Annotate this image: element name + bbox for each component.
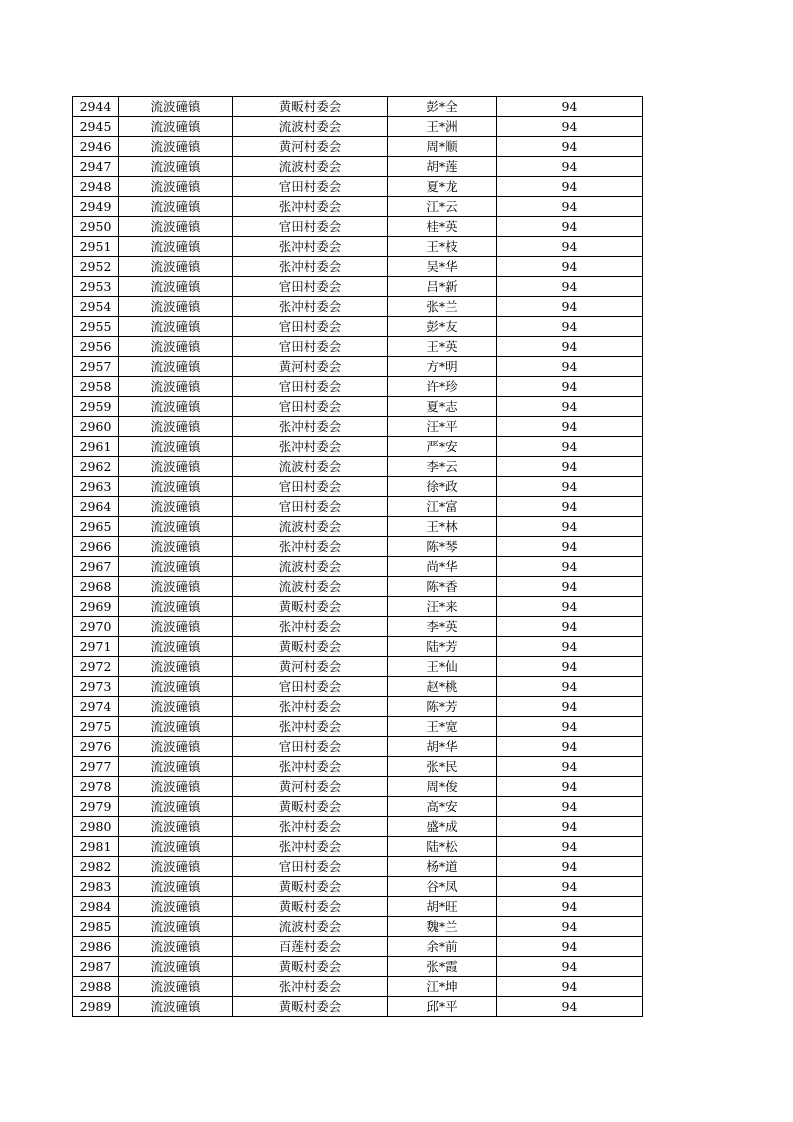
record-number-cell: 2971 [73, 637, 119, 657]
town-cell: 流波䃥镇 [119, 917, 233, 937]
town-cell: 流波䃥镇 [119, 977, 233, 997]
name-cell: 江*坤 [388, 977, 497, 997]
record-number-cell: 2975 [73, 717, 119, 737]
record-number-cell: 2961 [73, 437, 119, 457]
name-cell: 王*英 [388, 337, 497, 357]
score-cell: 94 [497, 557, 643, 577]
table-row [73, 757, 643, 777]
town-cell: 流波䃥镇 [119, 297, 233, 317]
town-cell: 流波䃥镇 [119, 457, 233, 477]
name-cell: 江*富 [388, 497, 497, 517]
town-cell: 流波䃥镇 [119, 277, 233, 297]
name-cell: 胡*华 [388, 737, 497, 757]
table-row [73, 257, 643, 277]
name-cell: 夏*龙 [388, 177, 497, 197]
town-cell: 流波䃥镇 [119, 757, 233, 777]
name-cell: 夏*志 [388, 397, 497, 417]
table-row [73, 637, 643, 657]
score-cell: 94 [497, 637, 643, 657]
table-row [73, 97, 643, 117]
table-row [73, 677, 643, 697]
score-cell: 94 [497, 977, 643, 997]
score-cell: 94 [497, 857, 643, 877]
town-cell: 流波䃥镇 [119, 837, 233, 857]
town-cell: 流波䃥镇 [119, 717, 233, 737]
village-committee-cell: 官田村委会 [233, 477, 388, 497]
name-cell: 张*兰 [388, 297, 497, 317]
score-cell: 94 [497, 817, 643, 837]
name-cell: 陈*香 [388, 577, 497, 597]
village-committee-cell: 张冲村委会 [233, 257, 388, 277]
village-committee-cell: 黄畈村委会 [233, 597, 388, 617]
name-cell: 王*洲 [388, 117, 497, 137]
town-cell: 流波䃥镇 [119, 877, 233, 897]
village-committee-cell: 流波村委会 [233, 577, 388, 597]
records-table-body [73, 97, 643, 1017]
town-cell: 流波䃥镇 [119, 697, 233, 717]
table-row [73, 817, 643, 837]
table-row [73, 217, 643, 237]
table-row [73, 117, 643, 137]
town-cell: 流波䃥镇 [119, 577, 233, 597]
score-cell: 94 [497, 457, 643, 477]
score-cell: 94 [497, 697, 643, 717]
name-cell: 汪*平 [388, 417, 497, 437]
village-committee-cell: 张冲村委会 [233, 437, 388, 457]
table-row [73, 977, 643, 997]
town-cell: 流波䃥镇 [119, 777, 233, 797]
records-table [72, 96, 643, 1017]
score-cell: 94 [497, 157, 643, 177]
name-cell: 陆*芳 [388, 637, 497, 657]
record-number-cell: 2959 [73, 397, 119, 417]
record-number-cell: 2950 [73, 217, 119, 237]
score-cell: 94 [497, 217, 643, 237]
name-cell: 徐*政 [388, 477, 497, 497]
village-committee-cell: 张冲村委会 [233, 617, 388, 637]
record-number-cell: 2984 [73, 897, 119, 917]
town-cell: 流波䃥镇 [119, 157, 233, 177]
table-row [73, 917, 643, 937]
town-cell: 流波䃥镇 [119, 497, 233, 517]
town-cell: 流波䃥镇 [119, 557, 233, 577]
record-number-cell: 2987 [73, 957, 119, 977]
table-row [73, 177, 643, 197]
town-cell: 流波䃥镇 [119, 117, 233, 137]
name-cell: 王*林 [388, 517, 497, 537]
name-cell: 李*云 [388, 457, 497, 477]
table-row [73, 997, 643, 1017]
town-cell: 流波䃥镇 [119, 177, 233, 197]
record-number-cell: 2968 [73, 577, 119, 597]
town-cell: 流波䃥镇 [119, 337, 233, 357]
table-row [73, 197, 643, 217]
table-row [73, 717, 643, 737]
town-cell: 流波䃥镇 [119, 197, 233, 217]
town-cell: 流波䃥镇 [119, 617, 233, 637]
village-committee-cell: 官田村委会 [233, 497, 388, 517]
score-cell: 94 [497, 677, 643, 697]
record-number-cell: 2954 [73, 297, 119, 317]
name-cell: 王*宽 [388, 717, 497, 737]
record-number-cell: 2972 [73, 657, 119, 677]
name-cell: 桂*英 [388, 217, 497, 237]
village-committee-cell: 黄畈村委会 [233, 877, 388, 897]
town-cell: 流波䃥镇 [119, 897, 233, 917]
table-row [73, 377, 643, 397]
name-cell: 魏*兰 [388, 917, 497, 937]
name-cell: 吕*新 [388, 277, 497, 297]
table-row [73, 597, 643, 617]
score-cell: 94 [497, 137, 643, 157]
village-committee-cell: 张冲村委会 [233, 417, 388, 437]
record-number-cell: 2955 [73, 317, 119, 337]
name-cell: 邱*平 [388, 997, 497, 1017]
table-row [73, 317, 643, 337]
village-committee-cell: 流波村委会 [233, 557, 388, 577]
table-row [73, 357, 643, 377]
village-committee-cell: 官田村委会 [233, 337, 388, 357]
table-row [73, 777, 643, 797]
name-cell: 江*云 [388, 197, 497, 217]
table-row [73, 837, 643, 857]
table-row [73, 537, 643, 557]
town-cell: 流波䃥镇 [119, 357, 233, 377]
name-cell: 方*明 [388, 357, 497, 377]
name-cell: 陈*琴 [388, 537, 497, 557]
table-row [73, 857, 643, 877]
score-cell: 94 [497, 397, 643, 417]
name-cell: 陆*松 [388, 837, 497, 857]
score-cell: 94 [497, 617, 643, 637]
town-cell: 流波䃥镇 [119, 937, 233, 957]
score-cell: 94 [497, 597, 643, 617]
town-cell: 流波䃥镇 [119, 537, 233, 557]
name-cell: 严*安 [388, 437, 497, 457]
record-number-cell: 2982 [73, 857, 119, 877]
table-row [73, 237, 643, 257]
score-cell: 94 [497, 837, 643, 857]
name-cell: 王*枝 [388, 237, 497, 257]
village-committee-cell: 张冲村委会 [233, 237, 388, 257]
village-committee-cell: 黄畈村委会 [233, 997, 388, 1017]
name-cell: 彭*全 [388, 97, 497, 117]
table-row [73, 617, 643, 637]
record-number-cell: 2962 [73, 457, 119, 477]
name-cell: 汪*来 [388, 597, 497, 617]
score-cell: 94 [497, 737, 643, 757]
name-cell: 张*民 [388, 757, 497, 777]
name-cell: 许*珍 [388, 377, 497, 397]
table-row [73, 517, 643, 537]
table-row [73, 897, 643, 917]
score-cell: 94 [497, 917, 643, 937]
town-cell: 流波䃥镇 [119, 517, 233, 537]
score-cell: 94 [497, 337, 643, 357]
name-cell: 胡*旺 [388, 897, 497, 917]
name-cell: 彭*友 [388, 317, 497, 337]
score-cell: 94 [497, 277, 643, 297]
table-row [73, 297, 643, 317]
village-committee-cell: 黄畈村委会 [233, 797, 388, 817]
town-cell: 流波䃥镇 [119, 797, 233, 817]
town-cell: 流波䃥镇 [119, 637, 233, 657]
table-row [73, 457, 643, 477]
name-cell: 陈*芳 [388, 697, 497, 717]
score-cell: 94 [497, 317, 643, 337]
village-committee-cell: 张冲村委会 [233, 817, 388, 837]
town-cell: 流波䃥镇 [119, 237, 233, 257]
score-cell: 94 [497, 577, 643, 597]
score-cell: 94 [497, 417, 643, 437]
record-number-cell: 2979 [73, 797, 119, 817]
town-cell: 流波䃥镇 [119, 817, 233, 837]
village-committee-cell: 黄畈村委会 [233, 897, 388, 917]
village-committee-cell: 黄畈村委会 [233, 637, 388, 657]
name-cell: 杨*道 [388, 857, 497, 877]
score-cell: 94 [497, 297, 643, 317]
town-cell: 流波䃥镇 [119, 657, 233, 677]
name-cell: 周*俊 [388, 777, 497, 797]
score-cell: 94 [497, 117, 643, 137]
village-committee-cell: 官田村委会 [233, 317, 388, 337]
record-number-cell: 2957 [73, 357, 119, 377]
village-committee-cell: 黄河村委会 [233, 777, 388, 797]
table-row [73, 157, 643, 177]
score-cell: 94 [497, 517, 643, 537]
town-cell: 流波䃥镇 [119, 737, 233, 757]
record-number-cell: 2980 [73, 817, 119, 837]
record-number-cell: 2949 [73, 197, 119, 217]
score-cell: 94 [497, 257, 643, 277]
table-row [73, 277, 643, 297]
name-cell: 李*英 [388, 617, 497, 637]
record-number-cell: 2947 [73, 157, 119, 177]
town-cell: 流波䃥镇 [119, 677, 233, 697]
name-cell: 吴*华 [388, 257, 497, 277]
score-cell: 94 [497, 377, 643, 397]
record-number-cell: 2944 [73, 97, 119, 117]
record-number-cell: 2946 [73, 137, 119, 157]
name-cell: 尚*华 [388, 557, 497, 577]
name-cell: 赵*桃 [388, 677, 497, 697]
record-number-cell: 2977 [73, 757, 119, 777]
record-number-cell: 2983 [73, 877, 119, 897]
village-committee-cell: 流波村委会 [233, 457, 388, 477]
record-number-cell: 2985 [73, 917, 119, 937]
town-cell: 流波䃥镇 [119, 137, 233, 157]
table-row [73, 577, 643, 597]
town-cell: 流波䃥镇 [119, 957, 233, 977]
score-cell: 94 [497, 757, 643, 777]
table-row [73, 557, 643, 577]
record-number-cell: 2964 [73, 497, 119, 517]
town-cell: 流波䃥镇 [119, 257, 233, 277]
village-committee-cell: 张冲村委会 [233, 697, 388, 717]
village-committee-cell: 流波村委会 [233, 157, 388, 177]
name-cell: 张*霞 [388, 957, 497, 977]
score-cell: 94 [497, 437, 643, 457]
name-cell: 周*顺 [388, 137, 497, 157]
village-committee-cell: 官田村委会 [233, 677, 388, 697]
town-cell: 流波䃥镇 [119, 997, 233, 1017]
village-committee-cell: 张冲村委会 [233, 297, 388, 317]
record-number-cell: 2974 [73, 697, 119, 717]
record-number-cell: 2958 [73, 377, 119, 397]
village-committee-cell: 官田村委会 [233, 377, 388, 397]
town-cell: 流波䃥镇 [119, 597, 233, 617]
village-committee-cell: 流波村委会 [233, 917, 388, 937]
score-cell: 94 [497, 897, 643, 917]
score-cell: 94 [497, 717, 643, 737]
record-number-cell: 2956 [73, 337, 119, 357]
village-committee-cell: 百莲村委会 [233, 937, 388, 957]
table-row [73, 337, 643, 357]
score-cell: 94 [497, 877, 643, 897]
score-cell: 94 [497, 177, 643, 197]
score-cell: 94 [497, 497, 643, 517]
score-cell: 94 [497, 477, 643, 497]
town-cell: 流波䃥镇 [119, 317, 233, 337]
record-number-cell: 2945 [73, 117, 119, 137]
name-cell: 高*安 [388, 797, 497, 817]
town-cell: 流波䃥镇 [119, 397, 233, 417]
village-committee-cell: 黄畈村委会 [233, 957, 388, 977]
score-cell: 94 [497, 537, 643, 557]
record-number-cell: 2989 [73, 997, 119, 1017]
town-cell: 流波䃥镇 [119, 377, 233, 397]
name-cell: 胡*莲 [388, 157, 497, 177]
record-number-cell: 2951 [73, 237, 119, 257]
village-committee-cell: 张冲村委会 [233, 837, 388, 857]
table-row [73, 137, 643, 157]
village-committee-cell: 张冲村委会 [233, 537, 388, 557]
table-row [73, 437, 643, 457]
village-committee-cell: 张冲村委会 [233, 977, 388, 997]
town-cell: 流波䃥镇 [119, 437, 233, 457]
village-committee-cell: 黄河村委会 [233, 137, 388, 157]
village-committee-cell: 官田村委会 [233, 277, 388, 297]
record-number-cell: 2948 [73, 177, 119, 197]
record-number-cell: 2976 [73, 737, 119, 757]
town-cell: 流波䃥镇 [119, 97, 233, 117]
town-cell: 流波䃥镇 [119, 217, 233, 237]
name-cell: 盛*成 [388, 817, 497, 837]
town-cell: 流波䃥镇 [119, 477, 233, 497]
village-committee-cell: 黄畈村委会 [233, 97, 388, 117]
record-number-cell: 2970 [73, 617, 119, 637]
score-cell: 94 [497, 657, 643, 677]
village-committee-cell: 流波村委会 [233, 117, 388, 137]
village-committee-cell: 张冲村委会 [233, 757, 388, 777]
record-number-cell: 2988 [73, 977, 119, 997]
village-committee-cell: 官田村委会 [233, 177, 388, 197]
table-row [73, 957, 643, 977]
table-row [73, 477, 643, 497]
record-number-cell: 2963 [73, 477, 119, 497]
village-committee-cell: 官田村委会 [233, 737, 388, 757]
record-number-cell: 2978 [73, 777, 119, 797]
record-number-cell: 2965 [73, 517, 119, 537]
town-cell: 流波䃥镇 [119, 857, 233, 877]
record-number-cell: 2953 [73, 277, 119, 297]
record-number-cell: 2973 [73, 677, 119, 697]
village-committee-cell: 流波村委会 [233, 517, 388, 537]
village-committee-cell: 官田村委会 [233, 397, 388, 417]
record-number-cell: 2967 [73, 557, 119, 577]
table-row [73, 877, 643, 897]
village-committee-cell: 张冲村委会 [233, 197, 388, 217]
table-row [73, 497, 643, 517]
village-committee-cell: 官田村委会 [233, 857, 388, 877]
score-cell: 94 [497, 197, 643, 217]
score-cell: 94 [497, 357, 643, 377]
town-cell: 流波䃥镇 [119, 417, 233, 437]
table-row [73, 697, 643, 717]
table-row [73, 417, 643, 437]
record-number-cell: 2981 [73, 837, 119, 857]
village-committee-cell: 官田村委会 [233, 217, 388, 237]
record-number-cell: 2969 [73, 597, 119, 617]
record-number-cell: 2952 [73, 257, 119, 277]
table-row [73, 797, 643, 817]
name-cell: 余*前 [388, 937, 497, 957]
table-row [73, 657, 643, 677]
record-number-cell: 2986 [73, 937, 119, 957]
score-cell: 94 [497, 957, 643, 977]
score-cell: 94 [497, 777, 643, 797]
name-cell: 谷*凤 [388, 877, 497, 897]
name-cell: 王*仙 [388, 657, 497, 677]
table-row [73, 737, 643, 757]
table-row [73, 937, 643, 957]
village-committee-cell: 张冲村委会 [233, 717, 388, 737]
village-committee-cell: 黄河村委会 [233, 357, 388, 377]
score-cell: 94 [497, 997, 643, 1017]
score-cell: 94 [497, 937, 643, 957]
record-number-cell: 2966 [73, 537, 119, 557]
village-committee-cell: 黄河村委会 [233, 657, 388, 677]
score-cell: 94 [497, 797, 643, 817]
table-row [73, 397, 643, 417]
score-cell: 94 [497, 97, 643, 117]
score-cell: 94 [497, 237, 643, 257]
record-number-cell: 2960 [73, 417, 119, 437]
